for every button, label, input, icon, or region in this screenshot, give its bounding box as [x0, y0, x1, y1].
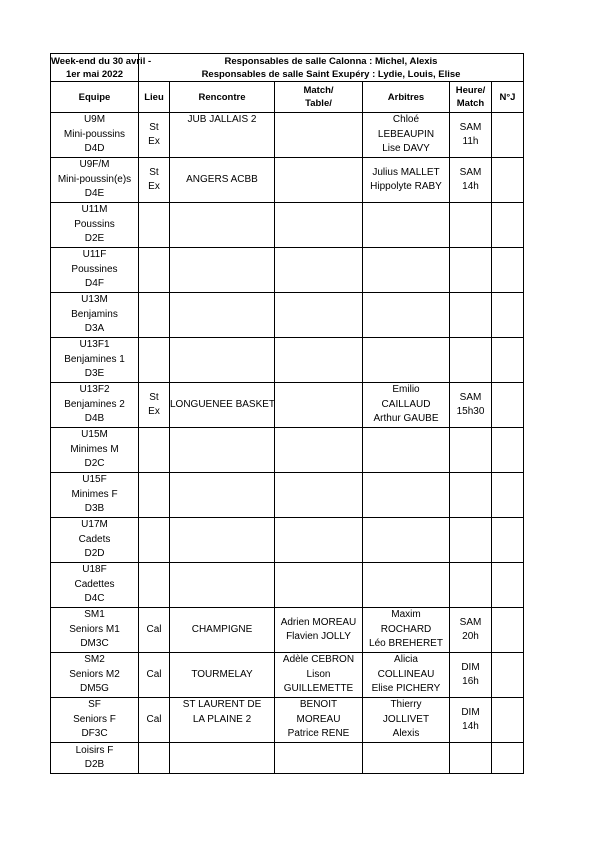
column-header-row [51, 82, 524, 113]
table-row [51, 383, 524, 428]
cell-line: LEBEAUPIN [377, 128, 435, 140]
cell-line: Loisirs F [75, 744, 114, 756]
cell-lieu [139, 653, 170, 698]
cell-line: St [149, 166, 159, 178]
cell-line: 20h [462, 631, 479, 642]
cell-match-table [275, 473, 363, 518]
cell-lieu [139, 293, 170, 338]
col-header-nj: N°J [492, 82, 524, 113]
cell-match-table [275, 563, 363, 608]
cell-equipe [51, 428, 139, 473]
cell-heure [450, 293, 492, 338]
cell-line: MOREAU [296, 713, 341, 725]
cell-line: Chloé [392, 114, 420, 126]
cell-match-table [275, 518, 363, 563]
cell-equipe [51, 653, 139, 698]
cell-match-table [275, 203, 363, 248]
cell-rencontre [170, 248, 275, 293]
table-row [51, 428, 524, 473]
cell-equipe [51, 743, 139, 774]
cell-lieu [139, 248, 170, 293]
cell-line: Ex [148, 136, 160, 147]
cell-line: Arthur GAUBE [373, 413, 439, 425]
cell-heure [450, 698, 492, 743]
col-header-arbitres: Arbitres [363, 82, 450, 113]
table-row [51, 113, 524, 158]
cell-rencontre [170, 293, 275, 338]
cell-line: Benjamines 2 [64, 398, 125, 410]
cell-nj [492, 158, 524, 203]
col-header-rencontre: Rencontre [170, 82, 275, 113]
cell-arbitres [363, 248, 450, 293]
cell-line: Lison [306, 668, 331, 680]
cell-line: SAM [459, 166, 482, 178]
cell-line: U9F/M [79, 159, 110, 171]
cell-equipe [51, 698, 139, 743]
cell-line: ROCHARD [380, 623, 432, 635]
cell-line: Julius MALLET [372, 166, 440, 178]
cell-arbitres [363, 383, 450, 428]
table-row [51, 203, 524, 248]
col-header-equipe: Equipe [51, 82, 139, 113]
cell-line: U17M [81, 519, 108, 531]
cell-line: St [149, 121, 159, 133]
col-header-line: Match [456, 98, 485, 109]
cell-match-table [275, 698, 363, 743]
table-row [51, 608, 524, 653]
cell-arbitres [363, 158, 450, 203]
cell-rencontre [170, 563, 275, 608]
cell-heure [450, 428, 492, 473]
cell-rencontre [170, 743, 275, 774]
cell-rencontre [170, 158, 275, 203]
cell-line: DM3C [80, 638, 109, 650]
cell-rencontre [170, 203, 275, 248]
cell-line: JOLLIVET [382, 713, 430, 725]
cell-line: D4E [84, 188, 105, 200]
cell-line: Léo BREHERET [369, 638, 443, 650]
cell-line: GUILLEMETTE [283, 683, 354, 695]
cell-equipe [51, 473, 139, 518]
cell-nj [492, 203, 524, 248]
cell-line: Seniors F [73, 713, 116, 725]
table-row [51, 248, 524, 293]
cell-equipe [51, 338, 139, 383]
cell-heure [450, 113, 492, 158]
cell-line: JUB JALLAIS 2 [187, 114, 257, 125]
weekend-cell [51, 54, 152, 82]
cell-line: LA PLAINE 2 [192, 713, 252, 725]
cell-line: SAM [459, 616, 482, 628]
cell-arbitres [363, 338, 450, 383]
cell-lieu [139, 428, 170, 473]
cell-line: SAM [459, 391, 482, 403]
cell-arbitres [363, 293, 450, 338]
cell-line: Thierry [390, 699, 422, 711]
cell-line: U11F [82, 249, 107, 261]
cell-line: ST LAURENT DE [182, 699, 262, 710]
cell-rencontre [170, 608, 275, 653]
cell-arbitres [363, 473, 450, 518]
cell-line: 15h30 [456, 406, 485, 417]
cell-arbitres [363, 113, 450, 158]
table-row [51, 293, 524, 338]
cell-arbitres [363, 428, 450, 473]
cell-line: DIM [461, 706, 480, 718]
table-row [51, 338, 524, 383]
cell-match-table [275, 428, 363, 473]
cell-lieu [139, 158, 170, 203]
table-row [51, 473, 524, 518]
cell-arbitres [363, 608, 450, 653]
cell-line: Cadettes [74, 578, 115, 590]
cell-equipe [51, 608, 139, 653]
cell-nj [492, 608, 524, 653]
cell-line: Hippolyte RABY [370, 181, 442, 192]
cell-match-table [275, 293, 363, 338]
cell-equipe [51, 383, 139, 428]
weekend-line: 1er mai 2022 [65, 68, 124, 80]
weekend-line: Week-end du 30 avril - [51, 55, 152, 67]
col-header-match-table [275, 82, 363, 113]
cell-heure [450, 473, 492, 518]
cell-match-table [275, 383, 363, 428]
cell-line: DIM [461, 661, 480, 673]
cell-arbitres [363, 653, 450, 698]
cell-line: SAM [459, 121, 482, 133]
cell-line: Poussines [71, 263, 118, 275]
cell-line: 11h [462, 136, 479, 147]
cell-match-table [275, 743, 363, 774]
cell-line: Maxim [391, 609, 421, 621]
cell-line: Ex [148, 406, 160, 417]
cell-rencontre [170, 698, 275, 743]
cell-line: D2D [84, 548, 105, 560]
cell-heure [450, 518, 492, 563]
schedule-table [50, 53, 524, 774]
cell-nj [492, 383, 524, 428]
cell-line: 14h [462, 181, 479, 192]
cell-lieu [139, 203, 170, 248]
cell-rencontre [170, 653, 275, 698]
cell-line: Cadets [78, 533, 111, 545]
cell-heure [450, 338, 492, 383]
col-header-line: Table/ [305, 98, 332, 109]
cell-line: BENOIT [299, 699, 338, 711]
cell-line: 16h [462, 676, 479, 687]
cell-lieu [139, 743, 170, 774]
cell-line: Elise PICHERY [371, 683, 441, 695]
cell-line: D4D [84, 143, 105, 155]
cell-line: Seniors M2 [69, 668, 120, 680]
cell-line: Cal [146, 713, 162, 725]
cell-match-table [275, 158, 363, 203]
cell-line: Benjamins [71, 308, 118, 320]
cell-line: Alexis [392, 728, 420, 740]
cell-line: D4B [84, 413, 105, 425]
cell-line: U15F [82, 474, 107, 486]
cell-equipe [51, 113, 139, 158]
cell-line: LONGUENEE BASKET [170, 398, 276, 410]
cell-equipe [51, 563, 139, 608]
cell-line: Flavien JOLLY [286, 631, 351, 642]
cell-equipe [51, 248, 139, 293]
cell-nj [492, 743, 524, 774]
cell-line: D2B [84, 759, 105, 770]
table-row [51, 563, 524, 608]
cell-lieu [139, 473, 170, 518]
cell-nj [492, 293, 524, 338]
table-row [51, 698, 524, 743]
cell-heure [450, 203, 492, 248]
cell-line: TOURMELAY [191, 668, 253, 680]
cell-lieu [139, 518, 170, 563]
cell-heure [450, 158, 492, 203]
cell-line: U9M [83, 114, 106, 126]
cell-match-table [275, 608, 363, 653]
cell-line: Cal [146, 623, 162, 635]
cell-line: Lise DAVY [382, 143, 430, 155]
cell-line: U15M [81, 429, 108, 441]
cell-line: U13F2 [79, 384, 110, 396]
cell-line: Alicia [394, 654, 418, 666]
col-header-heure [450, 82, 492, 113]
table-row [51, 158, 524, 203]
cell-lieu [139, 383, 170, 428]
cell-line: Minimes M [70, 443, 119, 455]
cell-nj [492, 653, 524, 698]
cell-line: COLLINEAU [377, 668, 435, 680]
cell-lieu [139, 608, 170, 653]
cell-rencontre [170, 518, 275, 563]
cell-line: D3E [84, 368, 105, 380]
cell-arbitres [363, 743, 450, 774]
cell-line: St [149, 391, 159, 403]
cell-equipe [51, 158, 139, 203]
cell-line: D3B [84, 503, 105, 515]
cell-line: Adrien MOREAU [280, 616, 357, 628]
cell-line: DF3C [81, 728, 108, 740]
cell-equipe [51, 203, 139, 248]
cell-heure [450, 383, 492, 428]
cell-line: ANGERS ACBB [186, 173, 258, 185]
cell-line: U11M [81, 204, 108, 216]
cell-match-table [275, 113, 363, 158]
col-header-line: Heure/ [455, 85, 486, 96]
cell-heure [450, 743, 492, 774]
cell-lieu [139, 563, 170, 608]
cell-line: Patrice RENE [287, 728, 350, 740]
cell-heure [450, 608, 492, 653]
cell-line: Mini-poussin(e)s [57, 173, 132, 185]
cell-lieu [139, 113, 170, 158]
table-row [51, 743, 524, 774]
cell-line: Emilio [392, 384, 420, 396]
responsables-line: Responsables de salle Calonna : Michel, Alexis [224, 55, 438, 67]
title-row [51, 54, 524, 82]
cell-line: Mini-poussins [63, 128, 126, 140]
cell-rencontre [170, 428, 275, 473]
cell-lieu [139, 338, 170, 383]
cell-line: CHAMPIGNE [191, 623, 253, 635]
cell-match-table [275, 248, 363, 293]
col-header-line: Match/ [303, 85, 334, 96]
cell-rencontre [170, 383, 275, 428]
cell-line: U13M [81, 294, 108, 306]
cell-nj [492, 563, 524, 608]
cell-line: SM2 [84, 654, 105, 666]
cell-line: Adèle CEBRON [282, 654, 355, 666]
cell-line: Benjamines 1 [64, 353, 125, 365]
cell-arbitres [363, 518, 450, 563]
cell-nj [492, 113, 524, 158]
cell-rencontre [170, 113, 275, 158]
cell-heure [450, 248, 492, 293]
cell-line: U18F [82, 564, 107, 576]
cell-nj [492, 518, 524, 563]
cell-arbitres [363, 203, 450, 248]
cell-line: SF [88, 699, 101, 711]
cell-line: CAILLAUD [381, 398, 431, 410]
cell-lieu [139, 698, 170, 743]
cell-nj [492, 338, 524, 383]
cell-line: D3A [84, 323, 105, 335]
cell-line: D2E [84, 233, 105, 245]
cell-line: Cal [146, 668, 162, 680]
cell-line: D4F [85, 278, 104, 290]
cell-line: D4C [84, 593, 105, 605]
table-row [51, 653, 524, 698]
cell-line: 14h [462, 721, 479, 732]
cell-line: Ex [148, 181, 160, 192]
cell-nj [492, 428, 524, 473]
cell-line: Minimes F [71, 488, 118, 500]
cell-line: SM1 [84, 609, 105, 621]
cell-arbitres [363, 698, 450, 743]
cell-line: Seniors M1 [69, 623, 120, 635]
cell-heure [450, 653, 492, 698]
cell-line: Poussins [74, 218, 115, 230]
cell-rencontre [170, 338, 275, 383]
cell-line: DM5G [80, 683, 109, 695]
cell-arbitres [363, 563, 450, 608]
col-header-lieu: Lieu [139, 82, 170, 113]
cell-heure [450, 563, 492, 608]
cell-nj [492, 698, 524, 743]
cell-equipe [51, 518, 139, 563]
cell-nj [492, 248, 524, 293]
table-row [51, 518, 524, 563]
responsables-cell [139, 54, 524, 82]
cell-line: U13F1 [79, 339, 110, 351]
cell-equipe [51, 293, 139, 338]
responsables-line: Responsables de salle Saint Exupéry : Lydie, Louis, Elise [201, 68, 461, 80]
cell-match-table [275, 653, 363, 698]
cell-rencontre [170, 473, 275, 518]
cell-nj [492, 473, 524, 518]
cell-match-table [275, 338, 363, 383]
cell-line: D2C [84, 458, 105, 470]
